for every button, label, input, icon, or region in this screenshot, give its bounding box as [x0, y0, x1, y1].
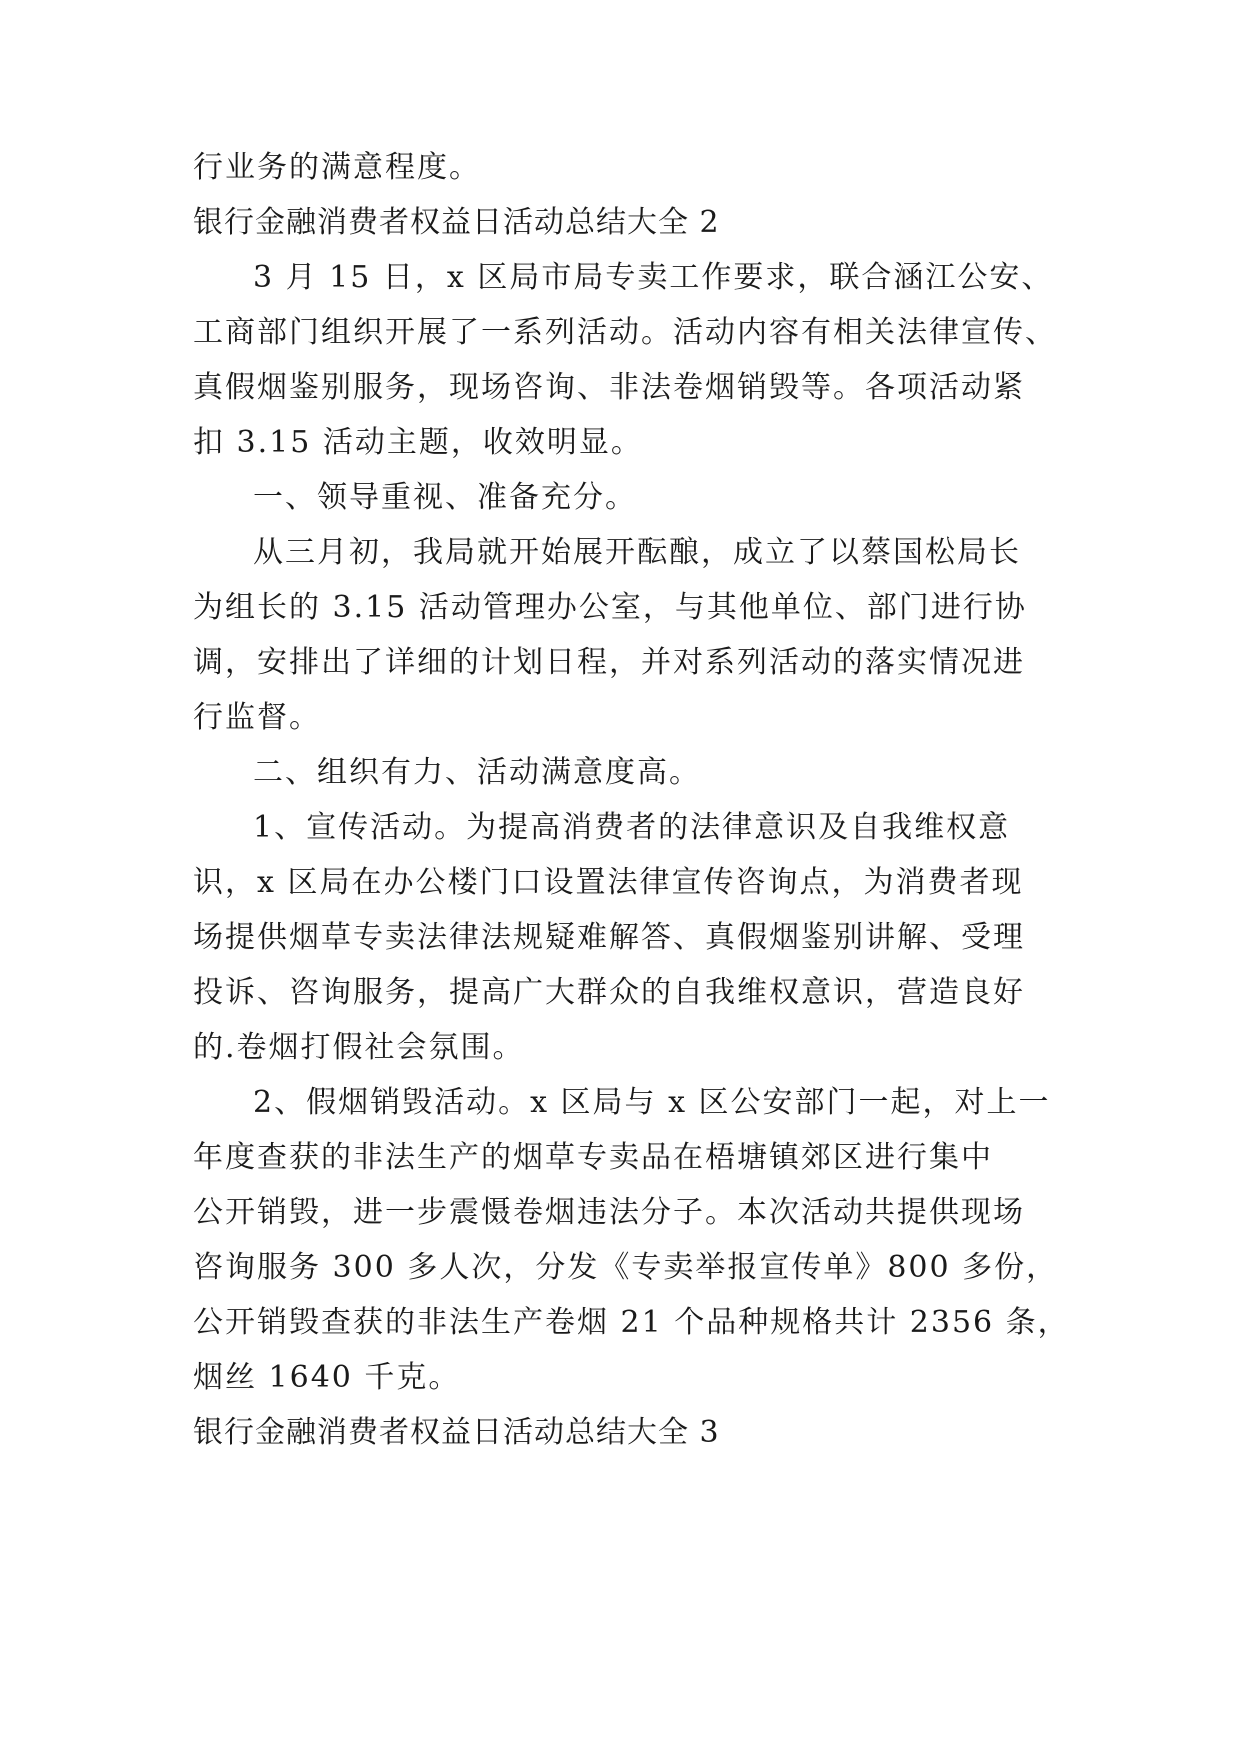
- paragraph-line: 1、宣传活动。为提高消费者的法律意识及自我维权意: [253, 810, 1011, 845]
- paragraph-line: 工商部门组织开展了一系列活动。活动内容有相关法律宣传、: [193, 315, 1057, 350]
- paragraph-line: 扣 3.15 活动主题，收效明显。: [193, 425, 643, 460]
- subheading-line: 一、领导重视、准备充分。: [253, 480, 637, 515]
- paragraph-line: 行业务的满意程度。: [193, 150, 481, 185]
- paragraph-line: 3 月 15 日，x 区局市局专卖工作要求，联合涵江公安、: [253, 260, 1054, 295]
- paragraph-line: 烟丝 1640 千克。: [193, 1360, 461, 1395]
- paragraph-line: 识，x 区局在办公楼门口设置法律宣传咨询点，为消费者现: [193, 865, 1024, 900]
- paragraph-line: 咨询服务 300 多人次，分发《专卖举报宣传单》800 多份，: [193, 1250, 1059, 1285]
- paragraph-line: 真假烟鉴别服务，现场咨询、非法卷烟销毁等。各项活动紧: [193, 370, 1025, 405]
- paragraph-line: 公开销毁查获的非法生产卷烟 21 个品种规格共计 2356 条，: [193, 1305, 1070, 1340]
- paragraph-line: 投诉、咨询服务，提高广大群众的自我维权意识，营造良好: [193, 975, 1025, 1010]
- paragraph-line: 从三月初，我局就开始展开酝酿，成立了以蔡国松局长: [253, 535, 1021, 570]
- paragraph-line: 调，安排出了详细的计划日程，并对系列活动的落实情况进: [193, 645, 1025, 680]
- paragraph-line: 行监督。: [193, 700, 321, 735]
- section-heading: 银行金融消费者权益日活动总结大全 3: [193, 1415, 720, 1450]
- subheading-line: 二、组织有力、活动满意度高。: [253, 755, 701, 790]
- section-heading: 银行金融消费者权益日活动总结大全 2: [193, 205, 720, 240]
- paragraph-line: 为组长的 3.15 活动管理办公室，与其他单位、部门进行协: [193, 590, 1027, 625]
- paragraph-line: 2、假烟销毁活动。x 区局与 x 区公安部门一起，对上一: [253, 1085, 1051, 1120]
- paragraph-line: 的.卷烟打假社会氛围。: [193, 1030, 525, 1065]
- paragraph-line: 年度查获的非法生产的烟草专卖品在梧塘镇郊区进行集中: [193, 1140, 993, 1175]
- paragraph-line: 场提供烟草专卖法律法规疑难解答、真假烟鉴别讲解、受理: [193, 920, 1025, 955]
- paragraph-line: 公开销毁，进一步震慑卷烟违法分子。本次活动共提供现场: [193, 1195, 1025, 1230]
